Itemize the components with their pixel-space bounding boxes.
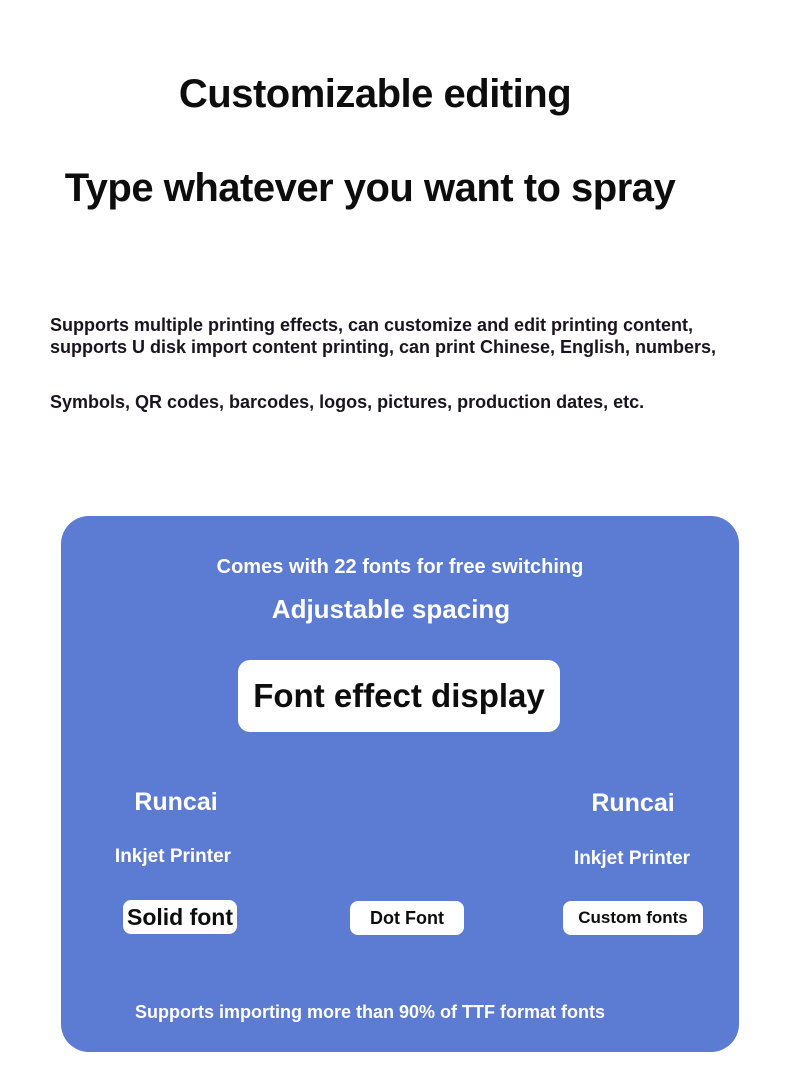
page-title: Customizable editing — [178, 72, 572, 116]
page-subtitle: Type whatever you want to spray — [64, 166, 676, 210]
description-line-1: Supports multiple printing effects, can customize and edit printing content, — [50, 315, 694, 335]
description-line-2: supports U disk import content printing, can print Chinese, English, numbers, — [50, 337, 717, 357]
ttf-support-note: Supports importing more than 90% of TTF format fonts — [135, 1002, 605, 1022]
right-brand-label: Runcai — [591, 789, 675, 817]
right-product-label: Inkjet Printer — [573, 848, 691, 869]
dot-font-sample: Dot Font — [350, 901, 464, 935]
description-paragraph-2: Symbols, QR codes, barcodes, logos, pictures, production dates, etc. — [50, 392, 645, 412]
description-paragraph-1 — [50, 314, 770, 358]
font-effect-heading: Font effect display — [238, 660, 560, 732]
left-product-label: Inkjet Printer — [114, 846, 232, 867]
fonts-count-note: Comes with 22 fonts for free switching — [216, 556, 584, 578]
spacing-note: Adjustable spacing — [271, 594, 511, 624]
solid-font-sample: Solid font — [123, 900, 237, 934]
custom-font-sample: Custom fonts — [563, 901, 703, 935]
left-brand-label: Runcai — [134, 788, 218, 816]
